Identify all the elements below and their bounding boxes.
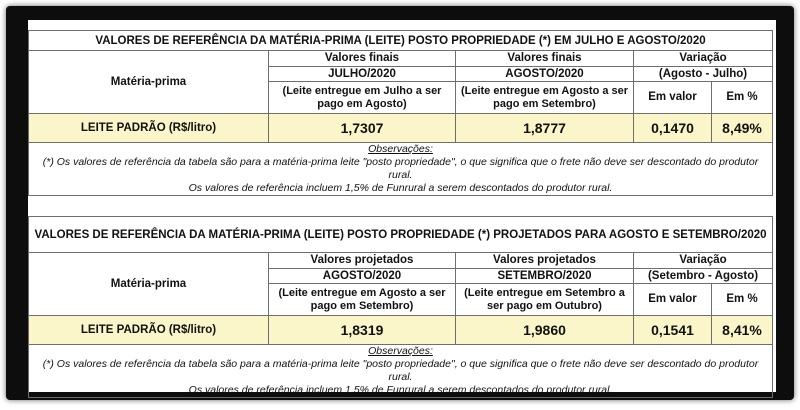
column-header-em-pct: Em % [712,284,773,316]
observations-label: Observações: [368,345,433,357]
column-note-2: (Leite entregue em Agosto a ser pago em Setembro) [456,82,634,114]
variation-value: 0,1470 [634,114,712,143]
column-header-em-valor: Em valor [634,82,712,114]
column-header-month-2: AGOSTO/2020 [456,67,634,82]
column-header-month-1: AGOSTO/2020 [269,269,456,284]
table-row [29,316,773,345]
reference-table-julho-agosto [28,30,773,196]
observation-line-1: (*) Os valores de referência da tabela são para a matéria-prima leite "posto propriedade", o que significa que o frete não deve ser descontado do produtor rural. [42,358,759,383]
column-header-variacao: Variação [634,51,773,67]
column-header-em-valor: Em valor [634,284,712,316]
value-month-1: 1,8319 [269,316,456,345]
observations-label: Observações: [368,143,433,155]
column-header-materia-prima: Matéria-prima [29,51,269,114]
product-name: LEITE PADRÃO (R$/litro) [29,114,269,143]
variation-percent: 8,49% [712,114,773,143]
product-name: LEITE PADRÃO (R$/litro) [29,316,269,345]
observations [29,345,773,398]
column-header-em-pct: Em % [712,82,773,114]
document-frame [6,6,794,400]
table-title: VALORES DE REFERÊNCIA DA MATÉRIA-PRIMA (LEITE) POSTO PROPRIEDADE (*) PROJETADOS PARA AGOSTO E SETEMBRO/2020 [29,217,773,253]
table-row [29,114,773,143]
column-header-variacao-range: (Agosto - Julho) [634,67,773,82]
column-header-month-1: JULHO/2020 [269,67,456,82]
variation-value: 0,1541 [634,316,712,345]
observation-line-1: (*) Os valores de referência da tabela são para a matéria-prima leite "posto propriedade", o que significa que o frete não deve ser descontado do produtor rural. [42,156,759,181]
column-header-valores-2: Valores finais [456,51,634,67]
value-month-2: 1,8777 [456,114,634,143]
column-header-variacao: Variação [634,253,773,269]
column-header-materia-prima: Matéria-prima [29,253,269,316]
column-note-2: (Leite entregue em Setembro a ser pago em Outubro) [456,284,634,316]
reference-table-agosto-setembro [28,216,773,398]
document-page [28,20,776,396]
column-note-1: (Leite entregue em Julho a ser pago em Agosto) [269,82,456,114]
column-header-month-2: SETEMBRO/2020 [456,269,634,284]
column-header-valores-2: Valores projetados [456,253,634,269]
column-note-1: (Leite entregue em Agosto a ser pago em Setembro) [269,284,456,316]
table-title: VALORES DE REFERÊNCIA DA MATÉRIA-PRIMA (LEITE) POSTO PROPRIEDADE (*) EM JULHO E AGOSTO/2020 [29,31,773,51]
observation-line-2: Os valores de referência incluem 1,5% de Funrural a serem descontados do produtor rural. [188,182,613,194]
variation-percent: 8,41% [712,316,773,345]
value-month-2: 1,9860 [456,316,634,345]
value-month-1: 1,7307 [269,114,456,143]
column-header-variacao-range: (Setembro - Agosto) [634,269,773,284]
observation-line-2: Os valores de referência incluem 1,5% de Funrural a serem descontados do produtor rural. [188,384,613,396]
column-header-valores-1: Valores projetados [269,253,456,269]
column-header-valores-1: Valores finais [269,51,456,67]
observations [29,143,773,196]
